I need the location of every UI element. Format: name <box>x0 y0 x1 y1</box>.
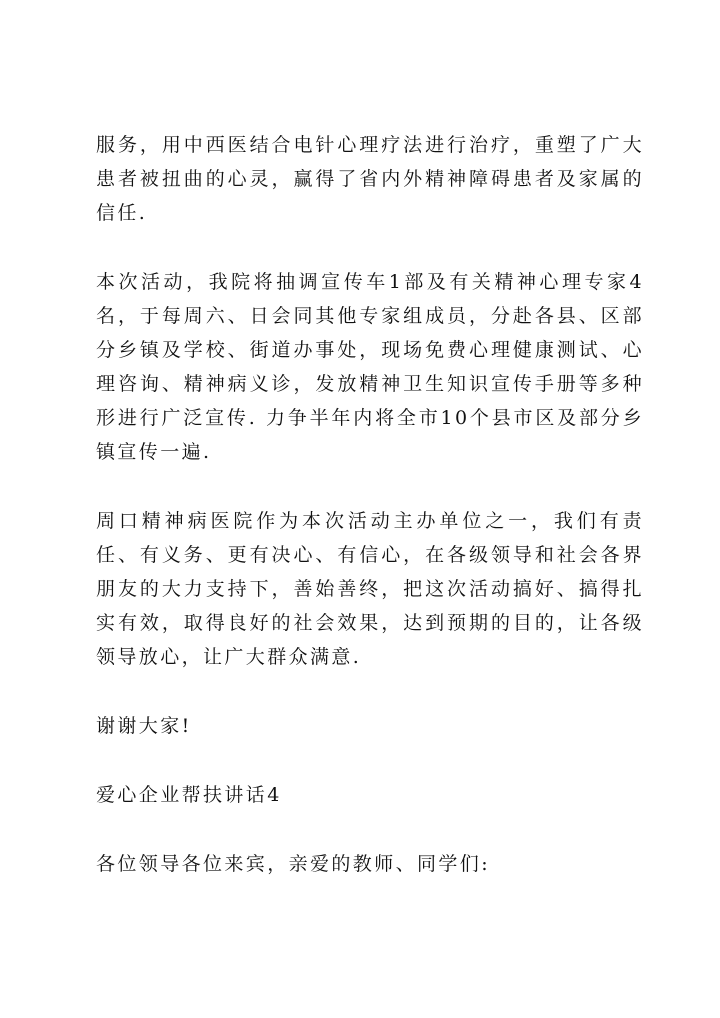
paragraph-service: 服务，用中西医结合电针心理疗法进行治疗，重塑了广大患者被扭曲的心灵，赢得了省内外精神障碍患者及家属的信任. <box>96 134 644 224</box>
document-body <box>96 128 644 881</box>
paragraph-spacer <box>96 743 644 778</box>
paragraph-spacer <box>96 230 644 265</box>
paragraph-hospital: 周口精神病医院作为本次活动主办单位之一，我们有责任、有义务、更有决心、有信心，在各级领导和社会各界朋友的大力支持下，善始善终，把这次活动搞好、搞得扎实有效，取得良好的社会效果，达到预期的目的，让各级领导放心，让广大群众满意. <box>96 510 644 668</box>
paragraph-spacer <box>96 812 644 847</box>
paragraph-spacer <box>96 674 644 709</box>
paragraph-greeting: 各位领导各位来宾，亲爱的教师、同学们: <box>96 853 491 875</box>
paragraph-thanks: 谢谢大家! <box>96 715 192 737</box>
paragraph-spacer <box>96 469 644 504</box>
paragraph-activity: 本次活动，我院将抽调宣传车1部及有关精神心理专家4名，于每周六、日会同其他专家组成员，分赴各县、区部分乡镇及学校、街道办事处，现场免费心理健康测试、心理咨询、精神病义诊，发放精神卫生知识宣传手册等多种形进行广泛宣传. 力争半年内将全市10个县市区及部分乡镇宣传一遍. <box>96 271 644 463</box>
section-heading: 爱心企业帮扶讲话4 <box>96 784 282 806</box>
